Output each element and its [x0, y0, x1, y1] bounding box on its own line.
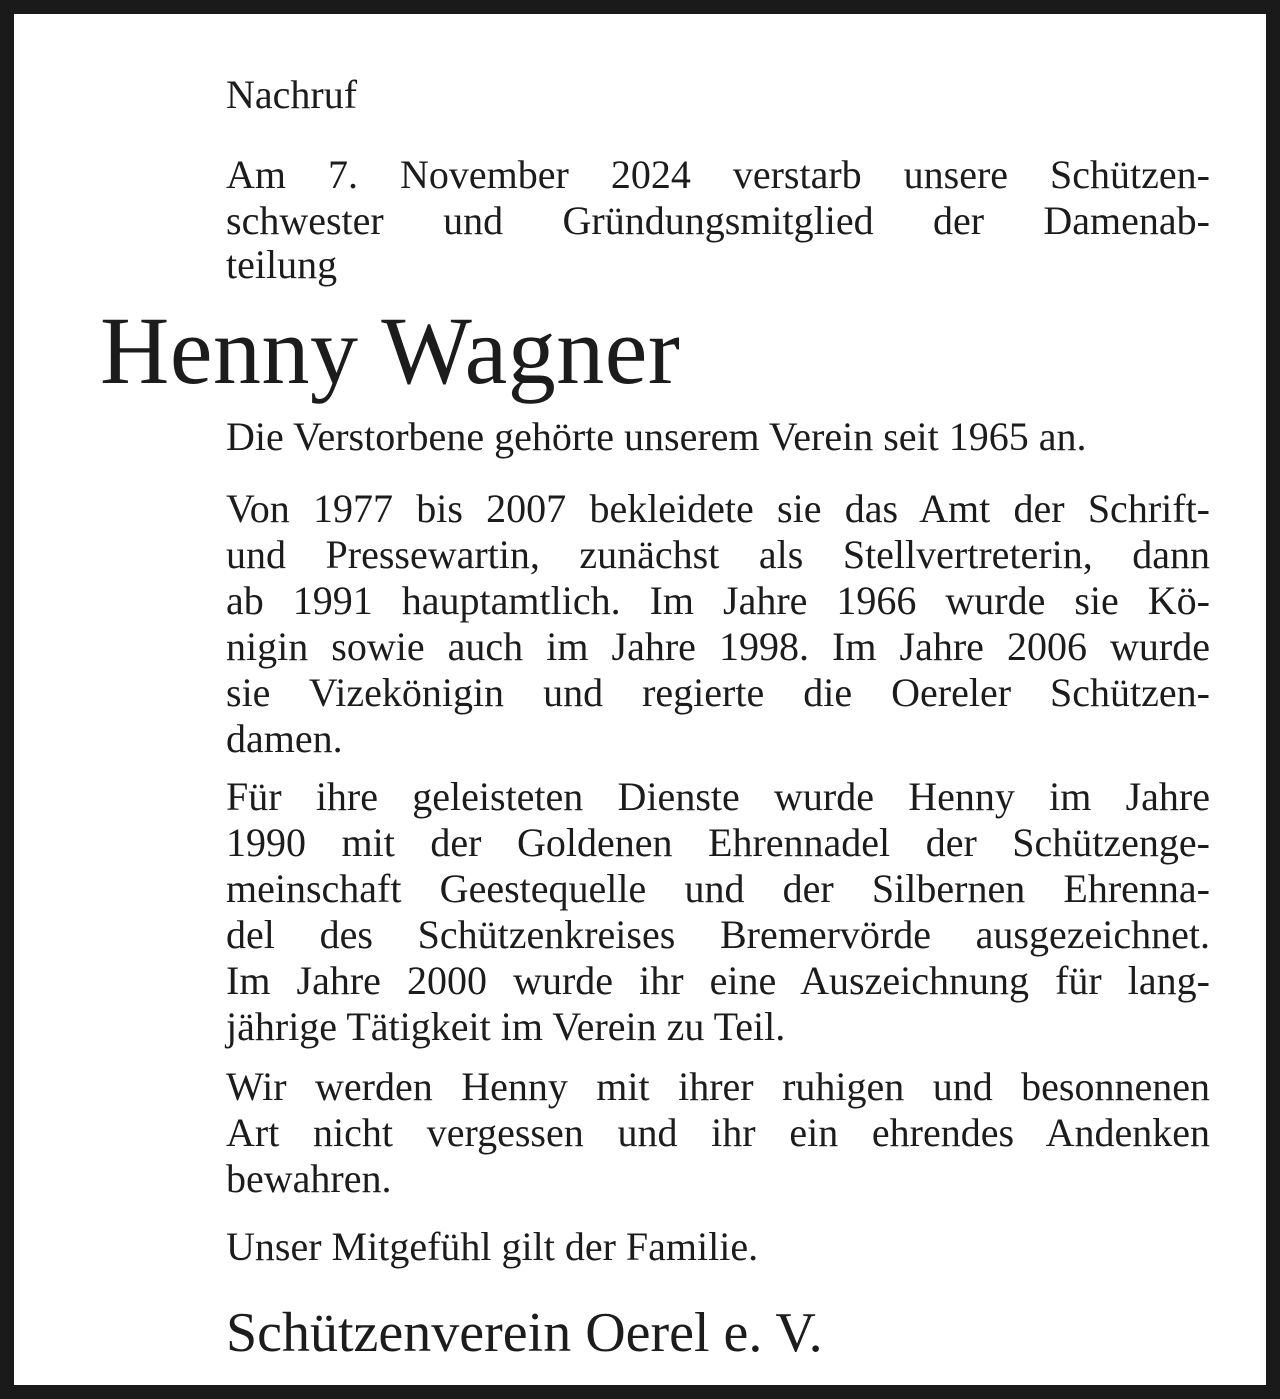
- paragraph-line: damen.: [226, 716, 343, 761]
- intro-line: Am 7. November 2024 verstarb unsere Schützen-: [226, 152, 1210, 197]
- paragraph-line: nigin sowie auch im Jahre 1998. Im Jahre 2006 wurde: [226, 624, 1210, 669]
- paragraph-line: sie Vizekönigin und regierte die Oereler Schützen-: [226, 670, 1210, 715]
- intro-line: teilung: [226, 242, 338, 287]
- paragraph-line: bewahren.: [226, 1156, 392, 1201]
- paragraph-line: Unser Mitgefühl gilt der Familie.: [226, 1224, 759, 1269]
- paragraph-line: del des Schützenkreises Bremervörde ausgezeichnet.: [226, 912, 1210, 957]
- deceased-name: Henny Wagner: [100, 297, 681, 404]
- paragraph-line: Die Verstorbene gehörte unserem Verein seit 1965 an.: [226, 414, 1087, 459]
- intro-line: schwester und Gründungsmitglied der Damenab-: [226, 198, 1210, 243]
- notice-heading: Nachruf: [226, 72, 358, 117]
- paragraph-line: Wir werden Henny mit ihrer ruhigen und besonnenen: [226, 1064, 1210, 1109]
- signature: Schützenverein Oerel e. V.: [226, 1302, 823, 1364]
- paragraph-line: meinschaft Geestequelle und der Silbernen Ehrenna-: [226, 866, 1210, 911]
- paragraph-line: Von 1977 bis 2007 bekleidete sie das Amt der Schrift-: [226, 486, 1210, 531]
- paragraph-line: jährige Tätigkeit im Verein zu Teil.: [226, 1004, 786, 1049]
- paragraph-line: Art nicht vergessen und ihr ein ehrendes Andenken: [226, 1110, 1210, 1155]
- paragraph-line: und Pressewartin, zunächst als Stellvertreterin, dann: [226, 532, 1210, 577]
- paragraph-line: ab 1991 hauptamtlich. Im Jahre 1966 wurde sie Kö-: [226, 578, 1210, 623]
- paragraph-line: 1990 mit der Goldenen Ehrennadel der Schützenge-: [226, 820, 1210, 865]
- paragraph-line: Für ihre geleisteten Dienste wurde Henny im Jahre: [226, 774, 1210, 819]
- paragraph-line: Im Jahre 2000 wurde ihr eine Auszeichnung für lang-: [226, 958, 1210, 1003]
